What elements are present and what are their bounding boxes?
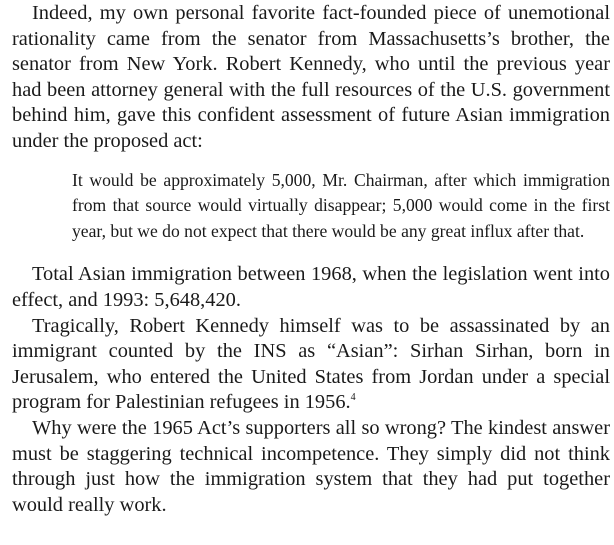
paragraph-text: Indeed, my own personal favorite fact-founded piece of unemotional rationality came from the senator from Massachusetts’s brother, the senator from New York. Robert Kennedy, who until the previous year had been attorney general with the full resources of the U.S. government behind him, gave this confident assessment of future Asian immigration under the proposed act:: [12, 2, 610, 152]
quote-text: It would be approximately 5,000, Mr. Chairman, after which immigration from that source would virtually disappear; 5,000 would come in the first year, but we do not expect that there would be any great influx after that.: [72, 169, 610, 241]
paragraph-text: Tragically, Robert Kennedy himself was to be assassinated by an immigrant counted by the INS as “Asian”: Sirhan Sirhan, born in Jerusalem, who entered the United States from Jordan under a special program for Palestinian refugees in 1956.: [12, 314, 610, 414]
paragraph-text: Total Asian immigration between 1968, when the legislation went into effect, and 1993: 5,648,420.: [12, 263, 610, 311]
kennedy-block-quote: [72, 168, 610, 245]
footnote-marker: 4: [350, 392, 356, 404]
document-page: [12, 0, 610, 518]
paragraph-asian-immigration-total: [12, 262, 610, 313]
paragraph-supporters-wrong: [12, 416, 610, 518]
paragraph-text: Why were the 1965 Act’s supporters all so wrong? The kindest answer must be staggering technical incompetence. They simply did not think through just how the immigration system that they had put together would really work.: [12, 416, 610, 516]
paragraph-kennedy-intro: [12, 1, 610, 155]
paragraph-assassination: [12, 314, 610, 416]
